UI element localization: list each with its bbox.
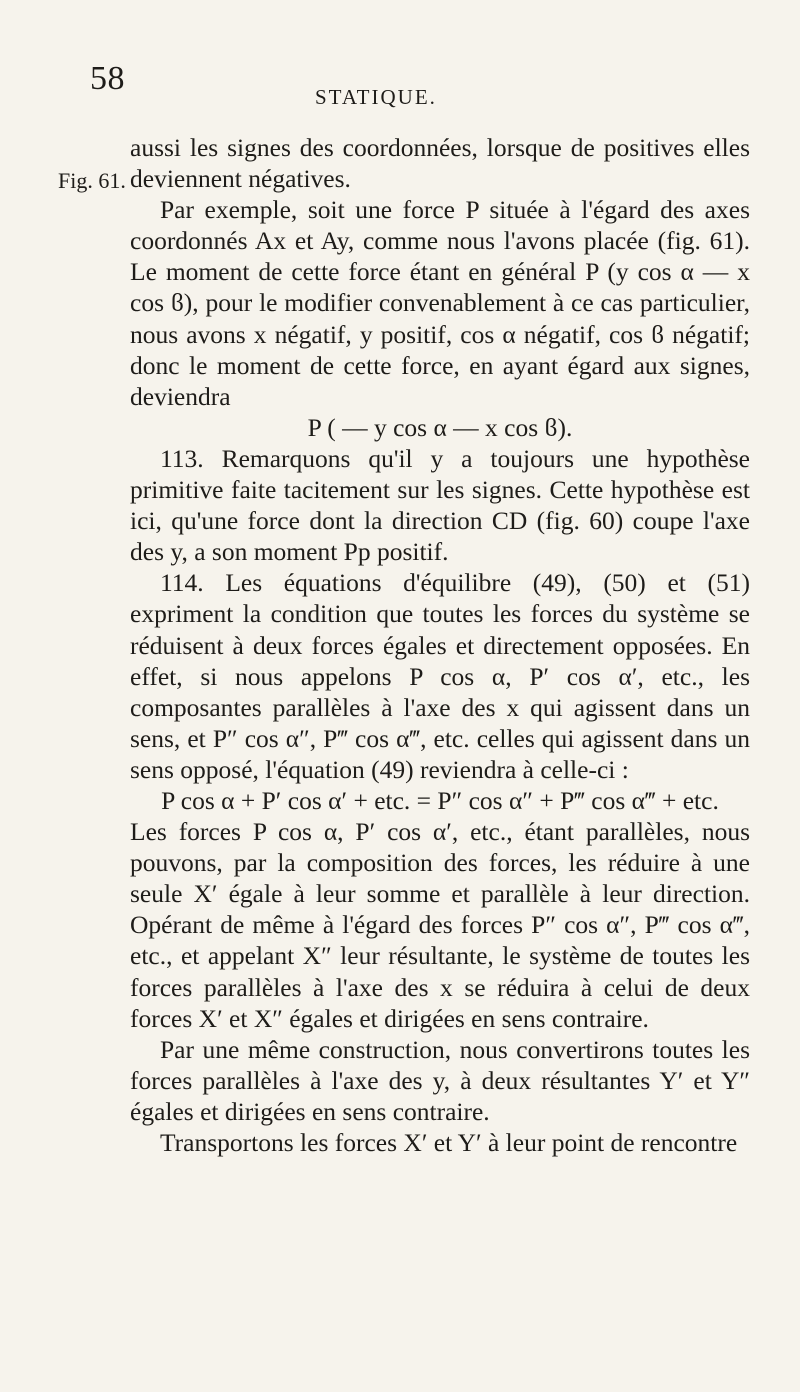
body-text	[130, 132, 750, 1158]
paragraph: 113. Remarquons qu'il y a toujours une hypothèse primitive faite tacitement sur les signes. Cette hypothèse est ici, qu'une force dont la direction CD (fig. 60) coupe l'axe des y, a son moment Pp positif.	[130, 443, 750, 567]
paragraph: Par une même construction, nous convertirons toutes les forces parallèles à l'axe des y, à deux résultantes Y′ et Y″ égales et dirigées en sens contraire.	[130, 1034, 750, 1126]
paragraph: Les forces P cos α, P′ cos α′, etc., étant parallèles, nous pouvons, par la composition des forces, les réduire à une seule X′ égale à leur somme et parallèle à leur direction. Opérant de même à l'égard des forces P″ cos α″, P‴ cos α‴, etc., et appelant X″ leur résultante, le système de toutes les forces parallèles à l'axe des x se réduira à celui de deux forces X′ et X″ égales et dirigées en sens contraire.	[130, 817, 750, 1033]
equation: P cos α + P′ cos α′ + etc. = P″ cos α″ + P‴ cos α‴ + etc.	[161, 785, 719, 815]
paragraph: aussi les signes des coordonnées, lorsque de positives elles deviennent négatives.	[130, 133, 750, 194]
paragraph: Par exemple, soit une force P située à l'égard des axes coordonnés Ax et Ay, comme nous l'avons placée (fig. 61). Le moment de cette force étant en général P (y cos α — x cos ϐ), pour le modifier convenablement à ce cas particulier, nous avons x négatif, y positif, cos α négatif, cos ϐ négatif; donc le moment de cette force, en ayant égard aux signes, deviendra	[130, 195, 750, 411]
paragraph: 114. Les équations d'équilibre (49), (50) et (51) expriment la condition que toutes les forces du système se réduisent à deux forces égales et directement opposées. En effet, si nous appelons P cos α, P′ cos α′, etc., les composantes parallèles à l'axe des x qui agissent dans un sens, et P″ cos α″, P‴ cos α‴, etc. celles qui agissent dans un sens opposé, l'équation (49) reviendra à celle-ci :	[130, 568, 750, 784]
margin-note-figure: Fig. 61.	[58, 168, 126, 193]
running-head: STATIQUE.	[315, 85, 437, 109]
paragraph: Transportons les forces X′ et Y′ à leur point de rencontre	[160, 1128, 738, 1157]
page-number: 58	[90, 60, 125, 97]
equation: P ( — y cos α — x cos ϐ).	[307, 412, 573, 442]
